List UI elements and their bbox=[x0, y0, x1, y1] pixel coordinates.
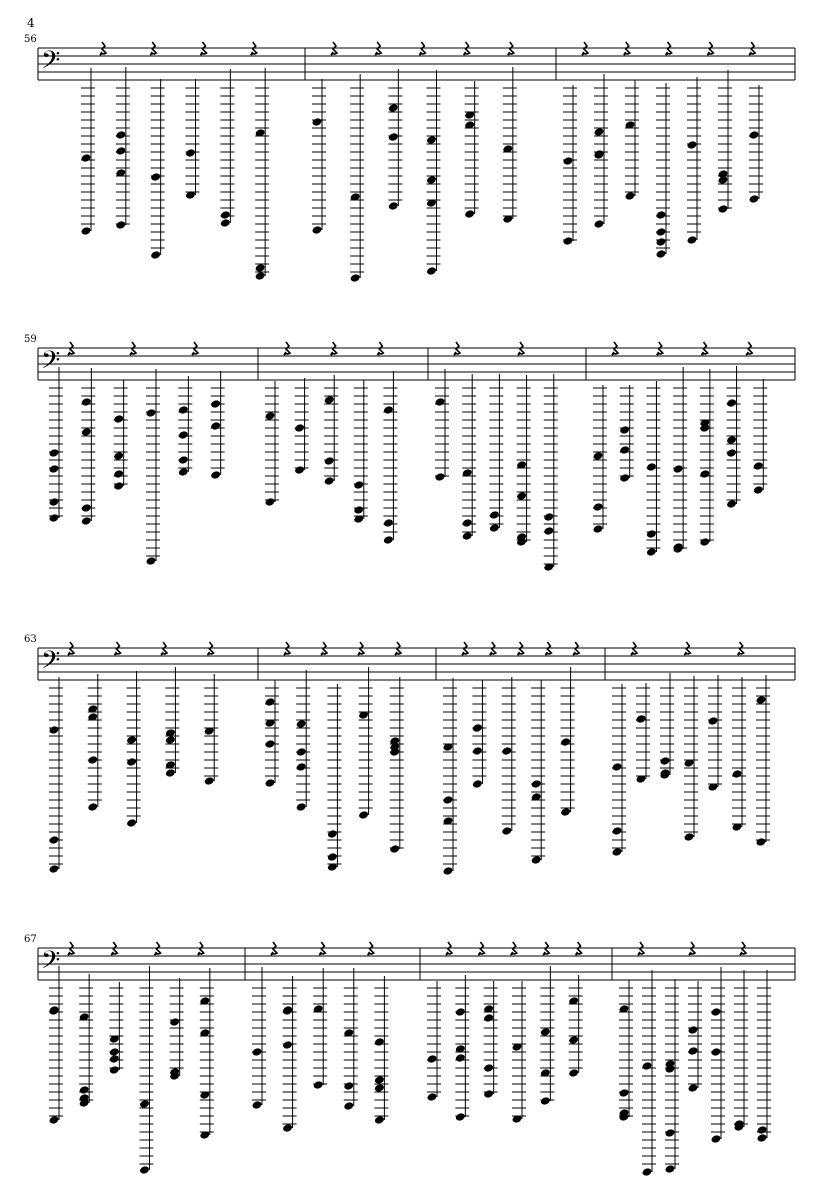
note-head bbox=[726, 499, 737, 509]
note-column bbox=[646, 381, 660, 557]
note-column bbox=[684, 676, 698, 842]
note-column bbox=[665, 979, 679, 1174]
note-head bbox=[81, 503, 92, 513]
note-head bbox=[178, 467, 189, 477]
note-column bbox=[169, 978, 183, 1081]
note-head bbox=[265, 497, 276, 507]
note-head bbox=[255, 263, 266, 273]
note-head bbox=[660, 756, 671, 766]
note-head bbox=[113, 451, 124, 461]
note-head bbox=[343, 1081, 354, 1091]
note-head bbox=[462, 531, 473, 541]
note-head bbox=[327, 829, 338, 839]
note-head bbox=[324, 395, 335, 405]
note-head bbox=[472, 723, 483, 733]
note-column bbox=[734, 970, 748, 1132]
note-head bbox=[594, 219, 605, 229]
note-head bbox=[699, 469, 710, 479]
note-head bbox=[749, 194, 760, 204]
note-head bbox=[726, 448, 737, 458]
staff-system bbox=[24, 334, 795, 572]
note-column bbox=[426, 70, 440, 276]
note-head bbox=[483, 1089, 494, 1099]
note-head bbox=[204, 776, 215, 786]
note-column bbox=[593, 385, 607, 534]
note-head bbox=[612, 847, 623, 857]
note-column bbox=[757, 970, 771, 1143]
note-column bbox=[688, 981, 702, 1093]
note-head bbox=[531, 779, 542, 789]
note-head bbox=[109, 1054, 120, 1064]
note-column bbox=[255, 68, 269, 281]
note-column bbox=[49, 677, 63, 874]
note-head bbox=[642, 1061, 653, 1071]
note-column bbox=[612, 684, 626, 857]
note-column bbox=[543, 374, 557, 572]
note-column bbox=[516, 375, 530, 547]
note-column bbox=[87, 674, 101, 812]
note-head bbox=[126, 757, 137, 767]
note-head bbox=[718, 175, 729, 185]
note-column bbox=[150, 79, 164, 260]
note-head bbox=[49, 497, 60, 507]
note-head bbox=[324, 456, 335, 466]
note-head bbox=[711, 1007, 722, 1017]
note-head bbox=[612, 762, 623, 772]
note-column bbox=[472, 680, 486, 789]
note-column bbox=[185, 79, 199, 200]
note-head bbox=[757, 1133, 768, 1143]
note-head bbox=[563, 156, 574, 166]
note-head bbox=[374, 1075, 385, 1085]
note-column bbox=[619, 980, 633, 1122]
note-head bbox=[374, 1083, 385, 1093]
note-column bbox=[139, 966, 153, 1175]
note-column bbox=[594, 74, 608, 229]
note-head bbox=[472, 746, 483, 756]
note-head bbox=[619, 1088, 630, 1098]
note-head bbox=[501, 826, 512, 836]
note-head bbox=[178, 430, 189, 440]
note-head bbox=[115, 130, 126, 140]
note-head bbox=[178, 405, 189, 415]
note-column bbox=[146, 369, 160, 566]
note-head bbox=[353, 505, 364, 515]
note-column bbox=[165, 667, 179, 778]
note-column bbox=[389, 677, 403, 854]
note-column bbox=[489, 374, 503, 533]
note-head bbox=[265, 739, 276, 749]
note-head bbox=[687, 140, 698, 150]
note-column bbox=[501, 677, 515, 836]
note-head bbox=[718, 204, 729, 214]
note-head bbox=[531, 855, 542, 865]
note-head bbox=[673, 464, 684, 474]
note-column bbox=[718, 70, 732, 214]
note-head bbox=[753, 461, 764, 471]
note-head bbox=[656, 249, 667, 259]
note-head bbox=[313, 1080, 324, 1090]
note-head bbox=[462, 518, 473, 528]
note-head bbox=[255, 271, 266, 281]
note-head bbox=[688, 1046, 699, 1056]
note-head bbox=[455, 1112, 466, 1122]
note-head bbox=[699, 537, 710, 547]
bass-clef-icon: 𝄢 bbox=[41, 946, 61, 981]
note-head bbox=[282, 1123, 293, 1133]
note-head bbox=[656, 210, 667, 220]
note-head bbox=[358, 810, 369, 820]
note-head bbox=[81, 397, 92, 407]
bass-clef-icon: 𝄢 bbox=[41, 646, 61, 681]
note-column bbox=[343, 968, 357, 1111]
measure-number: 59 bbox=[24, 334, 37, 345]
note-column bbox=[753, 379, 767, 495]
note-head bbox=[489, 510, 500, 520]
note-head bbox=[49, 464, 60, 474]
note-head bbox=[109, 1047, 120, 1057]
note-head bbox=[296, 747, 307, 757]
note-column bbox=[687, 77, 701, 245]
note-head bbox=[350, 273, 361, 283]
note-column bbox=[388, 69, 402, 211]
systems-layer bbox=[24, 34, 795, 1177]
note-head bbox=[568, 1068, 579, 1078]
note-head bbox=[472, 779, 483, 789]
note-head bbox=[87, 802, 98, 812]
note-head bbox=[113, 481, 124, 491]
note-column bbox=[204, 674, 218, 786]
note-head bbox=[139, 1165, 150, 1175]
note-head bbox=[49, 725, 60, 735]
note-head bbox=[656, 227, 667, 237]
note-head bbox=[49, 835, 60, 845]
note-column bbox=[732, 677, 746, 832]
staff-system bbox=[24, 34, 795, 283]
note-column bbox=[199, 968, 213, 1140]
note-column bbox=[178, 376, 192, 477]
note-head bbox=[383, 405, 394, 415]
note-column bbox=[673, 367, 687, 554]
note-head bbox=[220, 210, 231, 220]
note-head bbox=[185, 148, 196, 158]
note-head bbox=[265, 697, 276, 707]
bass-clef-icon: 𝄢 bbox=[41, 46, 61, 81]
note-head bbox=[563, 236, 574, 246]
note-head bbox=[294, 465, 305, 475]
note-column bbox=[531, 680, 545, 865]
note-column bbox=[265, 381, 279, 507]
note-column bbox=[435, 369, 449, 482]
note-head bbox=[756, 837, 767, 847]
note-column bbox=[726, 366, 740, 509]
note-column bbox=[327, 684, 341, 872]
note-head bbox=[443, 795, 454, 805]
note-column bbox=[749, 85, 763, 204]
note-column bbox=[49, 367, 63, 523]
note-head bbox=[665, 1128, 676, 1138]
note-head bbox=[687, 235, 698, 245]
note-column bbox=[109, 982, 123, 1075]
note-head bbox=[625, 191, 636, 201]
note-head bbox=[383, 535, 394, 545]
note-head bbox=[115, 220, 126, 230]
note-column bbox=[540, 966, 554, 1106]
note-head bbox=[220, 218, 231, 228]
note-head bbox=[540, 1027, 551, 1037]
note-head bbox=[81, 153, 92, 163]
note-head bbox=[711, 1134, 722, 1144]
note-head bbox=[757, 1125, 768, 1135]
note-head bbox=[501, 746, 512, 756]
staff-system bbox=[24, 634, 795, 876]
note-column bbox=[619, 385, 633, 483]
note-column bbox=[568, 975, 582, 1078]
note-column bbox=[294, 378, 308, 475]
note-head bbox=[210, 399, 221, 409]
note-head bbox=[619, 425, 630, 435]
note-column bbox=[210, 371, 224, 480]
note-column bbox=[353, 380, 367, 524]
note-column bbox=[455, 975, 469, 1122]
note-head bbox=[146, 408, 157, 418]
note-head bbox=[139, 1099, 150, 1109]
note-head bbox=[646, 547, 657, 557]
note-head bbox=[726, 398, 737, 408]
note-head bbox=[81, 427, 92, 437]
note-head bbox=[81, 516, 92, 526]
note-head bbox=[711, 1047, 722, 1057]
note-head bbox=[483, 1013, 494, 1023]
note-head bbox=[353, 480, 364, 490]
note-column bbox=[427, 981, 441, 1102]
note-head bbox=[388, 132, 399, 142]
note-head bbox=[252, 1100, 263, 1110]
note-column bbox=[374, 976, 388, 1125]
note-head bbox=[756, 695, 767, 705]
bass-clef-icon: 𝄢 bbox=[41, 346, 61, 381]
note-head bbox=[49, 513, 60, 523]
note-head bbox=[115, 146, 126, 156]
note-column bbox=[483, 981, 497, 1099]
note-column bbox=[502, 67, 516, 224]
note-head bbox=[79, 1085, 90, 1095]
note-head bbox=[656, 237, 667, 247]
note-head bbox=[619, 473, 630, 483]
note-column bbox=[81, 68, 95, 236]
note-head bbox=[646, 462, 657, 472]
note-head bbox=[612, 826, 623, 836]
note-head bbox=[252, 1047, 263, 1057]
note-column bbox=[220, 69, 234, 228]
note-head bbox=[210, 470, 221, 480]
note-head bbox=[126, 735, 137, 745]
note-column bbox=[383, 371, 397, 545]
note-head bbox=[426, 135, 437, 145]
note-head bbox=[296, 762, 307, 772]
note-head bbox=[435, 397, 446, 407]
note-head bbox=[49, 1115, 60, 1125]
note-head bbox=[688, 1025, 699, 1035]
note-head bbox=[455, 1053, 466, 1063]
note-head bbox=[464, 209, 475, 219]
note-column bbox=[313, 968, 327, 1090]
note-head bbox=[665, 1164, 676, 1174]
note-head bbox=[684, 832, 695, 842]
note-head bbox=[265, 778, 276, 788]
note-head bbox=[636, 714, 647, 724]
note-head bbox=[560, 737, 571, 747]
note-head bbox=[383, 518, 394, 528]
note-head bbox=[113, 414, 124, 424]
note-head bbox=[312, 117, 323, 127]
note-column bbox=[660, 673, 674, 780]
note-head bbox=[483, 1063, 494, 1073]
note-head bbox=[489, 523, 500, 533]
note-head bbox=[324, 476, 335, 486]
note-column bbox=[756, 675, 770, 847]
note-head bbox=[543, 512, 554, 522]
note-head bbox=[178, 455, 189, 465]
measure-number: 56 bbox=[24, 34, 37, 45]
staff-system bbox=[24, 934, 795, 1177]
note-head bbox=[165, 768, 176, 778]
note-head bbox=[296, 802, 307, 812]
note-column bbox=[282, 976, 296, 1133]
note-head bbox=[642, 1167, 653, 1177]
note-head bbox=[109, 1065, 120, 1075]
note-column bbox=[625, 80, 639, 201]
note-column bbox=[350, 74, 364, 283]
note-head bbox=[540, 1096, 551, 1106]
note-head bbox=[87, 755, 98, 765]
note-head bbox=[312, 225, 323, 235]
note-column bbox=[462, 374, 476, 541]
note-head bbox=[543, 526, 554, 536]
note-head bbox=[49, 864, 60, 874]
note-head bbox=[388, 103, 399, 113]
note-head bbox=[427, 1054, 438, 1064]
note-head bbox=[516, 491, 527, 501]
note-head bbox=[593, 502, 604, 512]
note-column bbox=[358, 667, 372, 820]
note-head bbox=[708, 716, 719, 726]
note-head bbox=[593, 451, 604, 461]
note-head bbox=[435, 472, 446, 482]
note-head bbox=[568, 1035, 579, 1045]
note-column bbox=[464, 81, 478, 219]
note-column bbox=[113, 380, 127, 491]
note-column bbox=[252, 967, 266, 1110]
note-head bbox=[296, 719, 307, 729]
note-head bbox=[749, 130, 760, 140]
note-head bbox=[165, 735, 176, 745]
note-head bbox=[169, 1017, 180, 1027]
note-column bbox=[126, 671, 140, 828]
note-head bbox=[343, 1101, 354, 1111]
note-column bbox=[656, 83, 670, 259]
note-head bbox=[81, 226, 92, 236]
note-head bbox=[388, 201, 399, 211]
note-column bbox=[296, 670, 310, 812]
note-column bbox=[699, 369, 713, 547]
note-head bbox=[327, 852, 338, 862]
note-head bbox=[389, 844, 400, 854]
note-head bbox=[265, 411, 276, 421]
note-head bbox=[49, 448, 60, 458]
note-column bbox=[312, 79, 326, 235]
note-column bbox=[711, 967, 725, 1144]
note-column bbox=[324, 375, 338, 486]
note-head bbox=[146, 556, 157, 566]
note-column bbox=[563, 85, 577, 246]
measure-number: 63 bbox=[24, 634, 37, 645]
note-column bbox=[265, 680, 279, 788]
note-head bbox=[688, 1083, 699, 1093]
note-head bbox=[294, 423, 305, 433]
note-column bbox=[79, 974, 93, 1108]
note-column bbox=[512, 981, 526, 1124]
note-head bbox=[126, 818, 137, 828]
note-head bbox=[560, 807, 571, 817]
note-head bbox=[726, 435, 737, 445]
note-column bbox=[642, 970, 656, 1177]
note-column bbox=[708, 675, 722, 792]
note-head bbox=[374, 1115, 385, 1125]
note-head bbox=[113, 469, 124, 479]
measure-number: 67 bbox=[24, 934, 37, 945]
page-number: 4 bbox=[27, 16, 35, 30]
note-head bbox=[753, 485, 764, 495]
note-column bbox=[81, 368, 95, 526]
note-column bbox=[115, 67, 129, 230]
note-head bbox=[443, 866, 454, 876]
note-head bbox=[426, 266, 437, 276]
note-column bbox=[443, 678, 457, 876]
note-head bbox=[374, 1037, 385, 1047]
note-head bbox=[150, 250, 161, 260]
note-column bbox=[49, 966, 63, 1125]
note-head bbox=[646, 529, 657, 539]
note-head bbox=[455, 1007, 466, 1017]
note-head bbox=[282, 1040, 293, 1050]
note-head bbox=[150, 172, 161, 182]
note-head bbox=[619, 445, 630, 455]
note-head bbox=[210, 421, 221, 431]
note-head bbox=[427, 1092, 438, 1102]
note-head bbox=[426, 175, 437, 185]
note-column bbox=[636, 683, 650, 784]
note-head bbox=[593, 524, 604, 534]
note-head bbox=[594, 127, 605, 137]
note-head bbox=[732, 769, 743, 779]
note-column bbox=[560, 667, 574, 817]
